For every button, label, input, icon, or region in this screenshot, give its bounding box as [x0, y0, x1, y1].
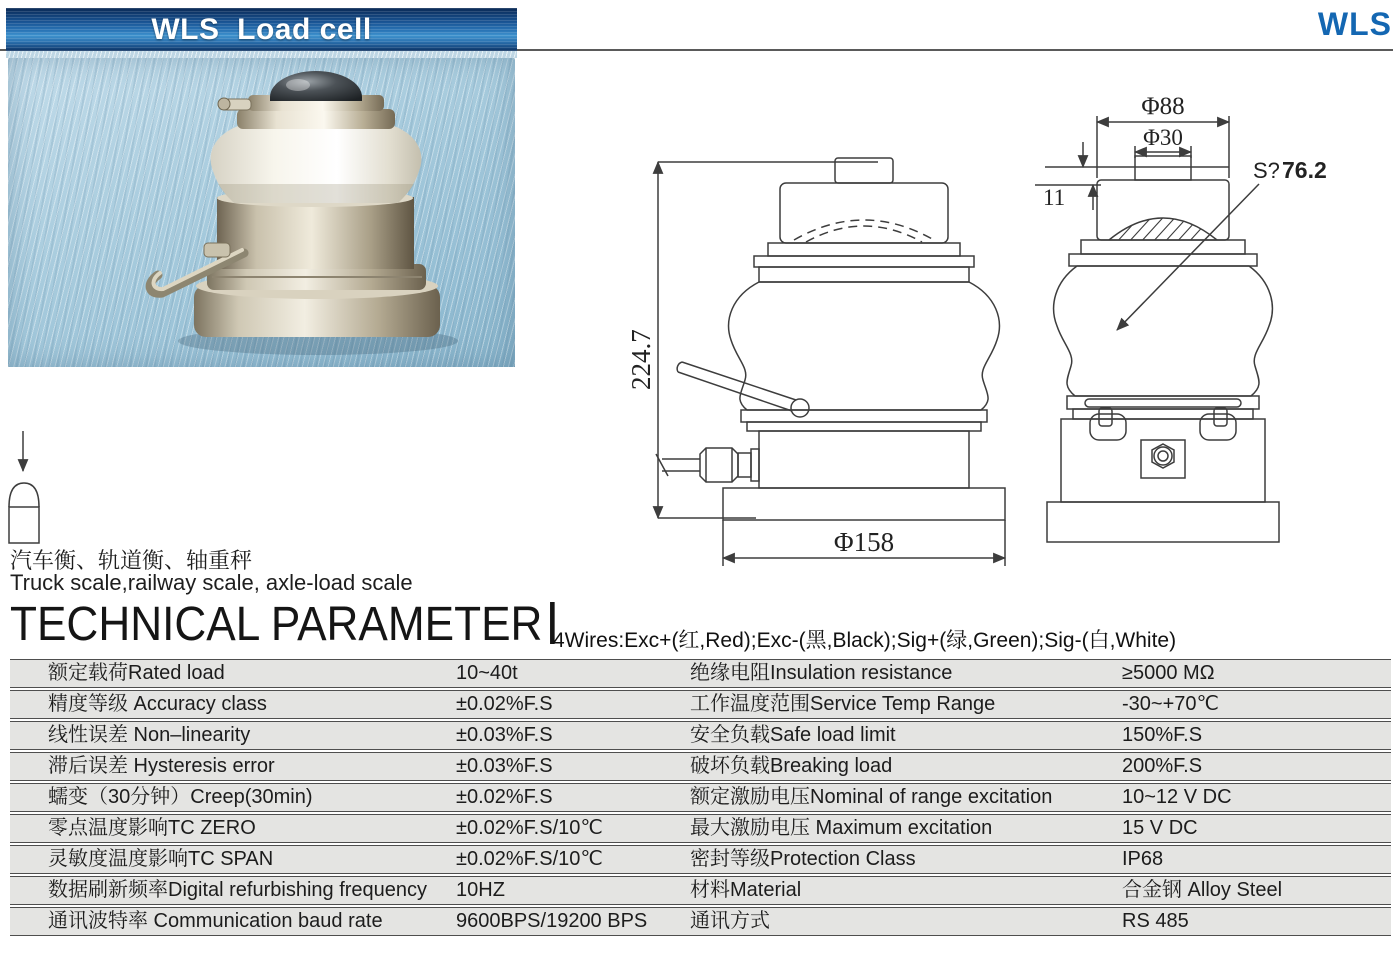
param-label: 通讯方式 — [690, 910, 770, 932]
dim-cap-diameter-label: Φ88 — [1141, 93, 1185, 120]
param-value: ±0.03%F.S — [456, 755, 553, 777]
param-label: 零点温度影响TC ZERO — [48, 817, 256, 839]
front-view-drawing — [628, 128, 1033, 608]
param-label: 密封等级Protection Class — [690, 848, 916, 870]
param-label: 精度等级 Accuracy class — [48, 693, 267, 715]
table-row — [10, 752, 1391, 781]
param-value: -30~+70℃ — [1122, 693, 1219, 715]
dim-knob-diameter-label: Φ30 — [1143, 125, 1183, 150]
param-label: 最大激励电压 Maximum excitation — [690, 817, 993, 839]
param-label: 蠕变（30分钟）Creep(30min) — [48, 786, 313, 808]
param-value: 合金钢 Alloy Steel — [1122, 879, 1283, 901]
table-row — [10, 690, 1391, 719]
param-value: ±0.02%F.S/10℃ — [456, 848, 603, 870]
dim-height-label: 224.7 — [628, 329, 656, 390]
table-row — [10, 659, 1391, 688]
param-label: 滞后误差 Hysteresis error — [48, 755, 275, 777]
param-value: RS 485 — [1122, 910, 1189, 932]
title-banner — [6, 8, 517, 51]
dim-step-height-label: 11 — [1043, 185, 1066, 210]
page-title: WLS Load cell — [151, 13, 372, 46]
parameters-table — [10, 659, 1391, 938]
load-direction-icon — [5, 425, 65, 547]
param-value: 15 V DC — [1122, 817, 1198, 839]
param-label: 额定激励电压Nominal of range excitation — [690, 786, 1053, 808]
param-value: 10~40t — [456, 662, 518, 684]
param-value: ±0.02%F.S — [456, 786, 553, 808]
table-row — [10, 845, 1391, 874]
param-value: ±0.03%F.S — [456, 724, 553, 746]
param-value: ±0.02%F.S — [456, 693, 553, 715]
application-text-zh: 汽车衡、轨道衡、轴重秤 — [10, 548, 253, 573]
table-row — [10, 783, 1391, 812]
param-value: 200%F.S — [1122, 755, 1203, 777]
param-value: 10HZ — [456, 879, 505, 901]
param-label: 线性误差 Non–linearity — [48, 724, 251, 746]
section-title-text: TECHNICAL PARAMETER — [10, 598, 543, 651]
table-row — [10, 907, 1391, 936]
param-label: 材料Material — [690, 879, 802, 901]
dim-base-diameter-label: Φ158 — [833, 527, 895, 557]
param-value: 10~12 V DC — [1122, 786, 1232, 808]
wiring-note: 4Wires:Exc+(红,Red);Exc-(黑,Black);Sig+(绿,Green);Sig-(白,White) — [553, 629, 1177, 652]
application-text-en: Truck scale,railway scale, axle-load scale — [10, 570, 413, 595]
dim-sphere-prefix: S? — [1253, 158, 1280, 183]
table-row — [10, 814, 1391, 843]
dim-sphere-value: 76.2 — [1282, 157, 1327, 183]
param-value: IP68 — [1122, 848, 1164, 870]
param-value: ±0.02%F.S/10℃ — [456, 817, 603, 839]
banner-fade — [6, 51, 517, 58]
param-value: ≥5000 MΩ — [1122, 662, 1215, 684]
brand-logo: WLS — [1317, 6, 1392, 42]
section-title — [10, 597, 554, 652]
param-value: 150%F.S — [1122, 724, 1203, 746]
param-label: 通讯波特率 Communication baud rate — [48, 910, 383, 932]
param-label: 额定载荷Rated load — [48, 662, 225, 684]
product-photo — [8, 57, 515, 367]
param-value: 9600BPS/19200 BPS — [456, 910, 648, 932]
table-row — [10, 721, 1391, 750]
param-label: 破坏负载Breaking load — [690, 755, 893, 777]
param-label: 绝缘电阻Insulation resistance — [690, 662, 953, 684]
load-cell-photo-rendering — [8, 57, 515, 367]
param-label: 安全负载Safe load limit — [690, 724, 896, 746]
param-label: 工作温度范围Service Temp Range — [690, 693, 996, 715]
table-row — [10, 876, 1391, 905]
side-view-drawing — [1035, 92, 1400, 552]
param-label: 灵敏度温度影响TC SPAN — [48, 848, 274, 870]
param-label: 数据刷新频率Digital refurbishing frequency — [48, 879, 428, 901]
